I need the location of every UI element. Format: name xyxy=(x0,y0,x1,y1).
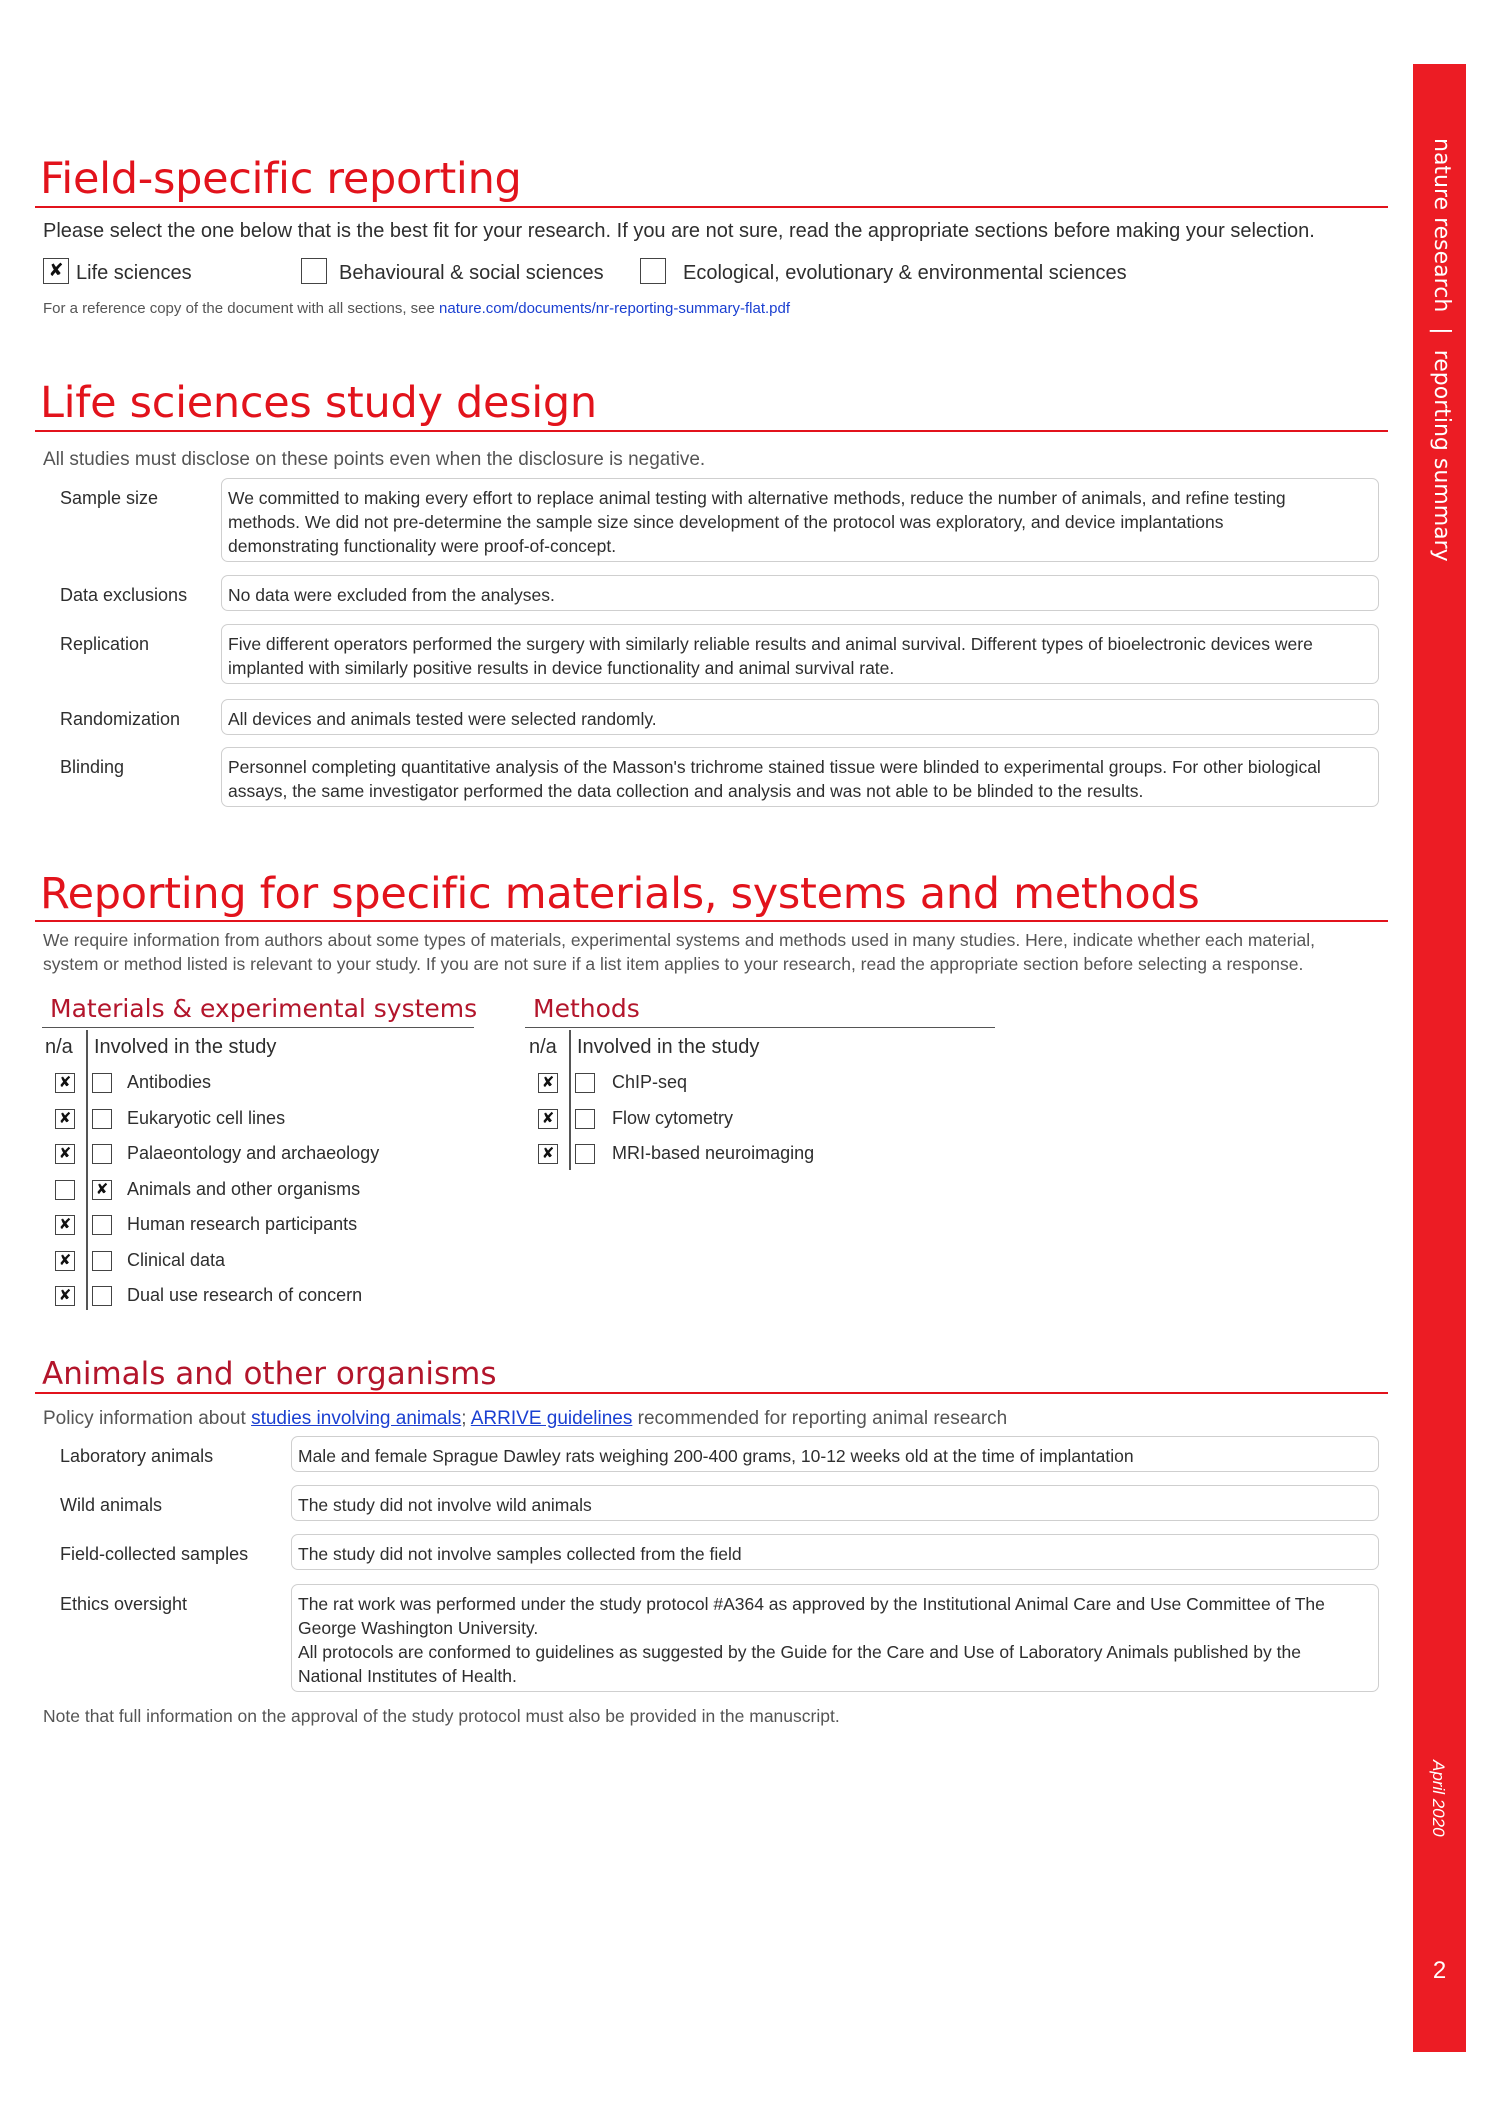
na-checkbox-palaeontology-and-archaeology[interactable]: ✘ xyxy=(55,1144,75,1164)
row-label-sample-size: Sample size xyxy=(60,488,159,508)
intro-line: We require information from authors about some types of materials, experimental systems and methods used in many studies. Here, indicate whether each material, xyxy=(43,930,1315,950)
column-rule xyxy=(525,1027,995,1028)
field-line: No data were excluded from the analyses. xyxy=(228,585,555,605)
option-checkbox-ecological[interactable] xyxy=(640,258,666,284)
checklist-item-label: Animals and other organisms xyxy=(127,1178,361,1199)
na-header: n/a xyxy=(529,1036,557,1058)
involved-checkbox-dual-use-research-of-concern[interactable] xyxy=(92,1286,112,1306)
involved-checkbox-antibodies[interactable] xyxy=(92,1073,112,1093)
row-label-ethics-oversight: Ethics oversight xyxy=(60,1594,188,1614)
na-checkbox-dual-use-research-of-concern[interactable]: ✘ xyxy=(55,1286,75,1306)
policy-separator: ; xyxy=(461,1408,467,1429)
checklist-item-label: Palaeontology and archaeology xyxy=(127,1143,380,1163)
na-checkbox-eukaryotic-cell-lines[interactable]: ✘ xyxy=(55,1109,75,1129)
na-header: n/a xyxy=(45,1036,73,1058)
field-line: implanted with similarly positive results in device functionality and animal survival rate. xyxy=(228,658,895,678)
animals-title: Animals and other organisms xyxy=(42,1356,497,1392)
checklist-item-label: Dual use research of concern xyxy=(127,1285,363,1305)
row-label-data-exclusions: Data exclusions xyxy=(60,585,188,605)
field-instruction: Please select the one below that is the best fit for your research. If you are not sure, read the appropriate sections before making your selection. xyxy=(43,220,1315,242)
involved-header: Involved in the study xyxy=(94,1036,277,1058)
field-line: methods. We did not pre-determine the sample size since development of the protocol was exploratory, and device implantations xyxy=(228,512,1224,532)
row-label-blinding: Blinding xyxy=(60,757,125,777)
field-line: assays, the same investigator performed the data collection and analysis and was not able to be blinded to the results. xyxy=(228,781,1144,801)
checklist-item-label: MRI-based neuroimaging xyxy=(612,1143,815,1163)
option-checkbox-behavioural[interactable] xyxy=(301,258,327,284)
study-design-intro: All studies must disclose on these points even when the disclosure is negative. xyxy=(43,449,706,470)
checklist-item-label: Clinical data xyxy=(127,1249,226,1270)
methods-title: Methods xyxy=(533,994,640,1023)
materials-intro xyxy=(43,928,1315,976)
option-label-ecological: Ecological, evolutionary & environmental sciences xyxy=(683,262,1127,284)
checklist-item-label: Eukaryotic cell lines xyxy=(127,1107,286,1128)
field-line: We committed to making every effort to replace animal testing with alternative methods, reduce the number of animals, and refine testing xyxy=(228,488,1286,508)
field-sample-size[interactable] xyxy=(221,478,1379,562)
row-label-laboratory-animals: Laboratory animals xyxy=(60,1446,214,1466)
field-line: The study did not involve wild animals xyxy=(298,1495,592,1515)
field-line: George Washington University. xyxy=(298,1618,539,1638)
involved-header: Involved in the study xyxy=(577,1036,760,1058)
column-divider xyxy=(569,1030,571,1170)
involved-checkbox-palaeontology-and-archaeology[interactable] xyxy=(92,1144,112,1164)
reference-prefix: For a reference copy of the document with all sections, see xyxy=(43,300,435,317)
na-checkbox-mri-based-neuroimaging[interactable]: ✘ xyxy=(538,1144,558,1164)
sidebar-band xyxy=(1413,64,1466,2052)
study-design-title: Life sciences study design xyxy=(40,378,597,428)
involved-checkbox-clinical-data[interactable] xyxy=(92,1251,112,1271)
reference-note xyxy=(43,300,790,317)
field-line: Personnel completing quantitative analysis of the Masson's trichrome stained tissue were blinded to experimental groups. For other biological xyxy=(228,757,1321,777)
intro-line: system or method listed is relevant to your study. If you are not sure if a list item applies to your research, read the appropriate section before selecting a response. xyxy=(43,954,1304,974)
involved-checkbox-animals-and-other-organisms[interactable]: ✘ xyxy=(92,1180,112,1200)
field-line: demonstrating functionality were proof-of-concept. xyxy=(228,536,617,556)
animals-policy xyxy=(43,1408,1007,1430)
field-line: The study did not involve samples collected from the field xyxy=(298,1544,742,1564)
sidebar-date: April 2020 xyxy=(1429,1760,1448,1837)
studies-involving-animals-link[interactable]: studies involving animals xyxy=(251,1408,462,1429)
field-replication[interactable] xyxy=(221,624,1379,684)
involved-checkbox-flow-cytometry[interactable] xyxy=(575,1109,595,1129)
field-specific-title: Field-specific reporting xyxy=(40,154,522,204)
policy-prefix: Policy information about xyxy=(43,1408,246,1429)
section-rule xyxy=(35,206,1388,208)
field-line: Five different operators performed the surgery with similarly reliable results and animal survival. Different types of bioelectronic devices were xyxy=(228,634,1313,654)
na-checkbox-antibodies[interactable]: ✘ xyxy=(55,1073,75,1093)
column-divider xyxy=(86,1030,88,1310)
section-rule xyxy=(35,920,1388,922)
row-label-replication: Replication xyxy=(60,634,150,654)
checklist-item-label: Flow cytometry xyxy=(612,1107,734,1128)
policy-suffix: recommended for reporting animal research xyxy=(637,1408,1008,1429)
involved-checkbox-chip-seq[interactable] xyxy=(575,1073,595,1093)
field-line: The rat work was performed under the study protocol #A364 as approved by the Institutional Animal Care and Use Committee of The xyxy=(298,1594,1325,1614)
involved-checkbox-eukaryotic-cell-lines[interactable] xyxy=(92,1109,112,1129)
section-name: reporting summary xyxy=(1429,349,1454,562)
field-line: All protocols are conformed to guidelines as suggested by the Guide for the Care and Use of Laboratory Animals published by the xyxy=(298,1642,1301,1662)
materials-systems-title: Materials & experimental systems xyxy=(50,994,478,1023)
checklist-item-label: ChIP-seq xyxy=(612,1072,688,1092)
field-blinding[interactable] xyxy=(221,747,1379,807)
field-ethics-oversight[interactable] xyxy=(291,1584,1379,1692)
field-laboratory-animals[interactable] xyxy=(291,1436,1379,1472)
section-rule xyxy=(35,1392,1388,1394)
sidebar-separator: | xyxy=(1429,327,1454,335)
field-line: Male and female Sprague Dawley rats weighing 200-400 grams, 10-12 weeks old at the time of implantation xyxy=(298,1446,1134,1466)
page-number: 2 xyxy=(1432,1957,1447,1984)
option-label-behavioural: Behavioural & social sciences xyxy=(339,262,604,284)
row-label-wild-animals: Wild animals xyxy=(60,1495,163,1515)
field-line: National Institutes of Health. xyxy=(298,1666,517,1686)
row-label-field-collected-samples: Field-collected samples xyxy=(60,1544,249,1564)
field-wild-animals[interactable] xyxy=(291,1485,1379,1521)
section-rule xyxy=(35,430,1388,432)
option-checkbox-life-sciences[interactable]: ✘ xyxy=(43,258,69,284)
sidebar-running-head xyxy=(1429,138,1454,562)
field-data-exclusions[interactable] xyxy=(221,575,1379,611)
row-label-randomization: Randomization xyxy=(60,709,181,729)
field-field-collected-samples[interactable] xyxy=(291,1534,1379,1570)
na-checkbox-chip-seq[interactable]: ✘ xyxy=(538,1073,558,1093)
involved-checkbox-human-research-participants[interactable] xyxy=(92,1215,112,1235)
na-checkbox-clinical-data[interactable]: ✘ xyxy=(55,1251,75,1271)
field-randomization[interactable] xyxy=(221,699,1379,735)
brand-name: nature research xyxy=(1429,138,1454,313)
materials-title: Reporting for specific materials, systems and methods xyxy=(40,869,1200,919)
reference-link[interactable]: nature.com/documents/nr-reporting-summary-flat.pdf xyxy=(439,300,791,317)
arrive-guidelines-link[interactable]: ARRIVE guidelines xyxy=(470,1408,633,1429)
na-checkbox-animals-and-other-organisms[interactable] xyxy=(55,1180,75,1200)
na-checkbox-flow-cytometry[interactable]: ✘ xyxy=(538,1109,558,1129)
involved-checkbox-mri-based-neuroimaging[interactable] xyxy=(575,1144,595,1164)
option-label-life-sciences: Life sciences xyxy=(76,262,192,284)
checklist-item-label: Antibodies xyxy=(127,1072,212,1092)
approval-note: Note that full information on the approval of the study protocol must also be provided in the manuscript. xyxy=(43,1706,840,1726)
column-rule xyxy=(42,1027,474,1028)
na-checkbox-human-research-participants[interactable]: ✘ xyxy=(55,1215,75,1235)
field-line: All devices and animals tested were selected randomly. xyxy=(228,709,657,729)
checklist-item-label: Human research participants xyxy=(127,1214,358,1234)
